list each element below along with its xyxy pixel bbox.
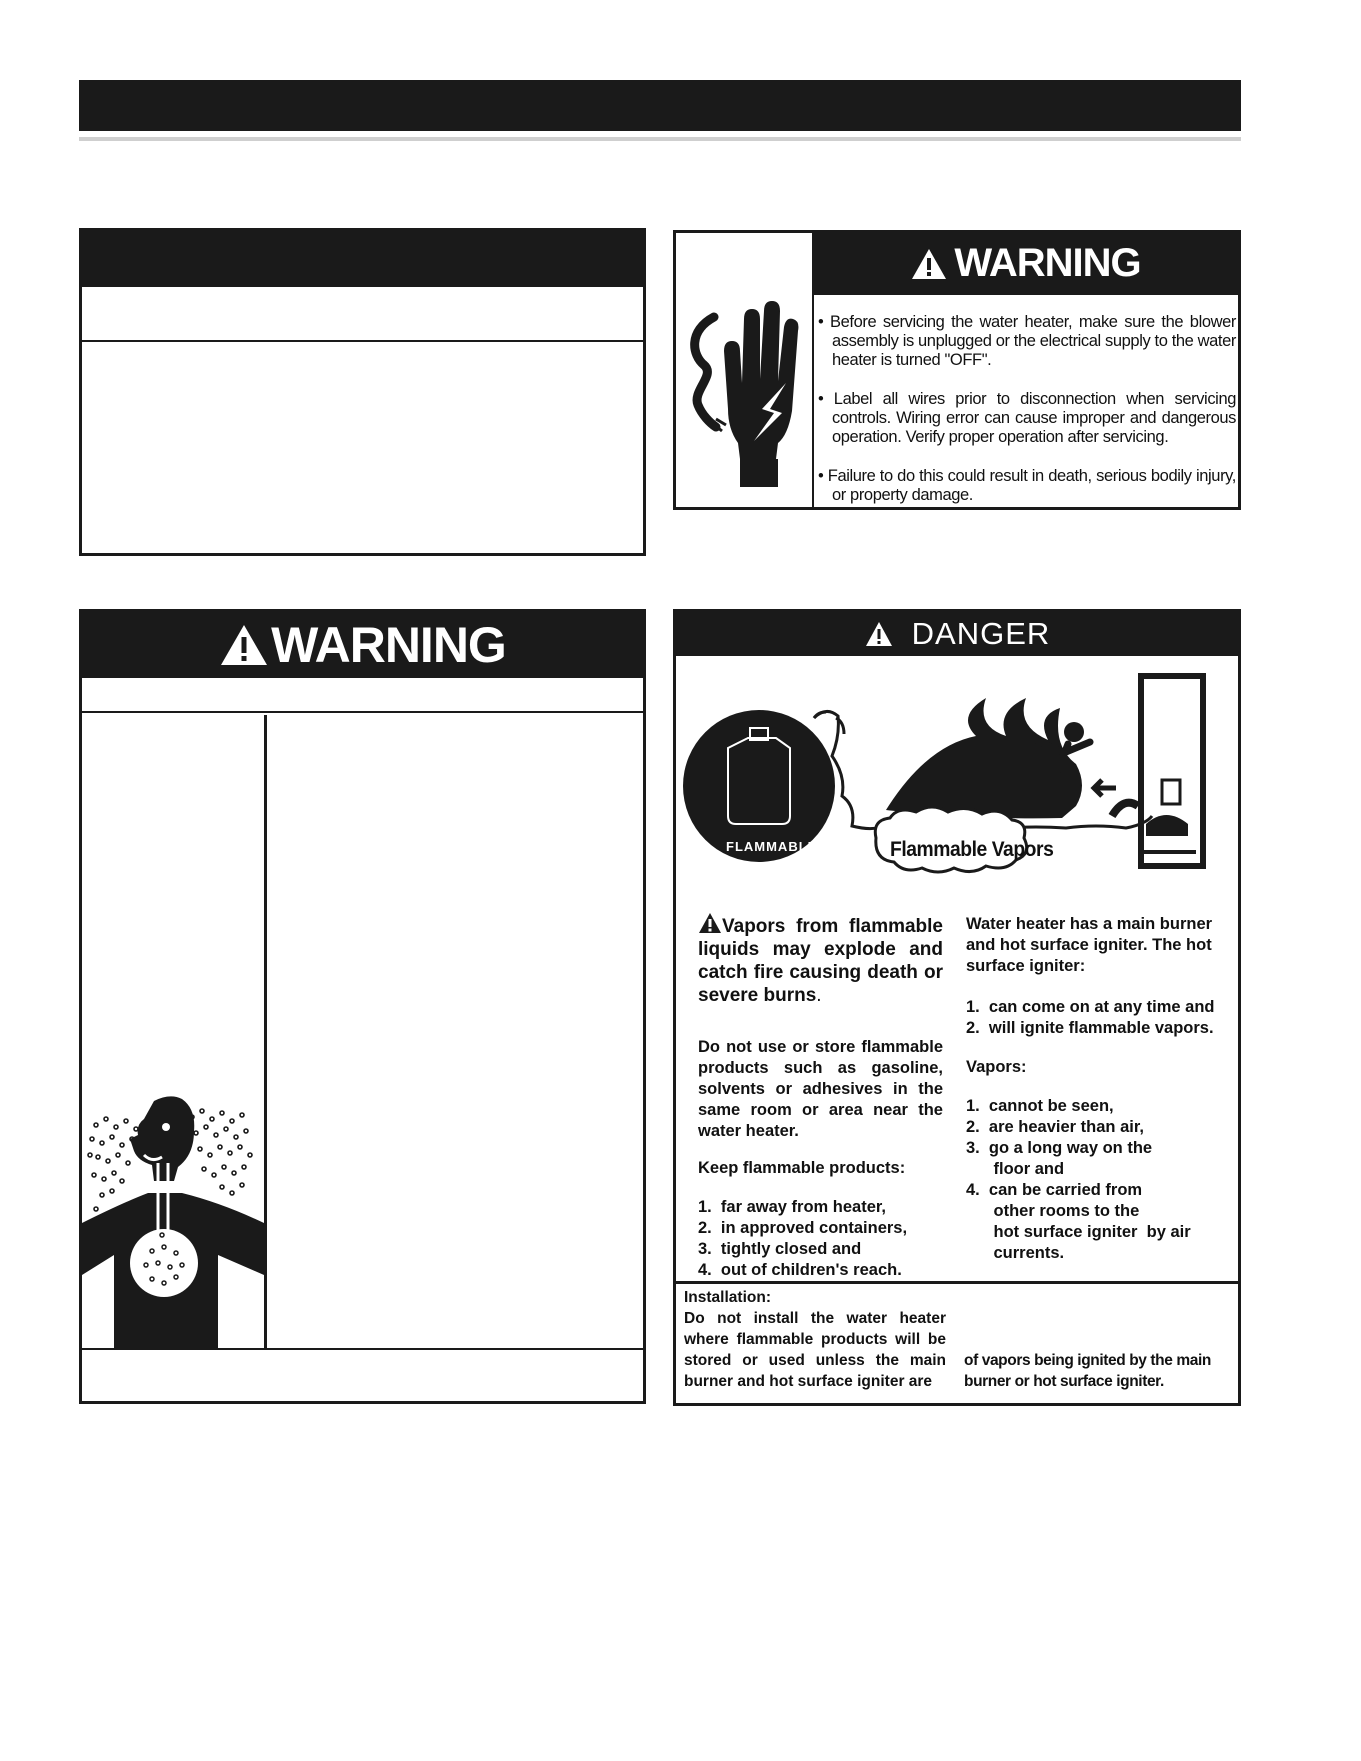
installation-left-text: Do not install the water heater where flammable products will be stored or used unless the main burner and hot surface igniter are bbox=[684, 1310, 946, 1390]
alert-triangle-icon bbox=[698, 912, 722, 934]
breathing-warning-footer-row bbox=[82, 1348, 643, 1350]
header-rule bbox=[79, 137, 1241, 141]
installation-title: Installation: bbox=[684, 1289, 771, 1306]
danger-box bbox=[673, 609, 1241, 1406]
installation-divider bbox=[676, 1281, 1238, 1284]
keep-products-list bbox=[698, 1197, 943, 1281]
vapors-title: Vapors: bbox=[966, 1058, 1027, 1076]
list-item: 2. are heavier than air, bbox=[966, 1118, 1144, 1136]
installation-right-text: of vapors being ignited by the main burner or hot surface igniter. bbox=[964, 1352, 1211, 1390]
list-item: 2. in approved containers, bbox=[698, 1219, 908, 1237]
list-item: 4. can be carried from bbox=[966, 1181, 1143, 1199]
igniter-list bbox=[966, 997, 1236, 1039]
electrical-warning-bullet: • Before servicing the water heater, make sure the blower assembly is unplugged or the electrical supply to the water heater is turned "OFF". bbox=[818, 313, 1236, 369]
electrical-warning-bullet: • Failure to do this could result in death, serious bodily injury, or property damage. bbox=[818, 467, 1236, 504]
breathing-warning-icon-column bbox=[82, 715, 267, 1348]
alert-triangle-icon bbox=[910, 247, 948, 281]
danger-store-paragraph: Do not use or store flammable products such as gasoline, solvents or adhesives in the same room or area near the water heater. bbox=[698, 1038, 943, 1140]
list-item: other rooms to the bbox=[966, 1202, 1140, 1220]
electrical-warning-heading: WARNING bbox=[954, 241, 1141, 285]
list-item: 1. far away from heater, bbox=[698, 1198, 887, 1216]
alert-triangle-icon bbox=[864, 620, 894, 648]
danger-header bbox=[675, 611, 1239, 656]
list-item: 2. will ignite flammable vapors. bbox=[966, 1019, 1214, 1037]
list-item: hot surface igniter by air bbox=[966, 1223, 1191, 1241]
list-item: 4. out of children's reach. bbox=[698, 1261, 902, 1279]
igniter-intro: Water heater has a main burner and hot surface igniter. The hot surface igniter: bbox=[966, 915, 1213, 975]
notice-box-subtitle-row bbox=[82, 286, 643, 342]
danger-heading: DANGER bbox=[911, 615, 1051, 651]
breathing-warning-box bbox=[79, 609, 646, 1404]
breathing-warning-subheading-row bbox=[82, 677, 643, 713]
electrical-warning-body bbox=[818, 313, 1236, 525]
list-item: 3. tightly closed and bbox=[698, 1240, 862, 1258]
danger-left-column bbox=[698, 912, 943, 1281]
list-item: 3. go a long way on the bbox=[966, 1139, 1153, 1157]
breathing-warning-header bbox=[81, 611, 644, 678]
installation-section bbox=[684, 1288, 1234, 1392]
breathing-warning-heading: WARNING bbox=[271, 616, 506, 673]
list-item: currents. bbox=[966, 1244, 1065, 1262]
electrical-warning-bullet: • Label all wires prior to disconnection when servicing controls. Wiring error can cause improper and dangerous operation. Verify proper operation after servicing. bbox=[818, 390, 1236, 446]
danger-right-column bbox=[966, 914, 1236, 1264]
flammable-vapors-label: Flammable Vapors bbox=[890, 838, 1054, 861]
electrical-warning-box bbox=[673, 230, 1241, 510]
alert-triangle-icon bbox=[219, 623, 269, 667]
page-header-bar bbox=[79, 80, 1241, 131]
list-item: 1. can come on at any time and bbox=[966, 998, 1215, 1016]
vapors-list bbox=[966, 1096, 1236, 1264]
keep-products-title: Keep flammable products: bbox=[698, 1159, 906, 1177]
list-item: floor and bbox=[966, 1160, 1065, 1178]
flammable-vapors-illustration bbox=[676, 656, 1238, 896]
danger-headline-text: Vapors from flammable liquids may explode and catch fire causing death or severe burns bbox=[698, 916, 943, 1006]
danger-headline-period: . bbox=[816, 985, 822, 1006]
danger-headline bbox=[698, 912, 943, 1007]
flammable-can-label: FLAMMABLE bbox=[726, 839, 818, 854]
list-item: 1. cannot be seen, bbox=[966, 1097, 1114, 1115]
inhalation-hazard-person-icon bbox=[82, 715, 264, 1348]
notice-box-header bbox=[81, 230, 644, 287]
electric-shock-hand-icon bbox=[676, 233, 814, 507]
notice-box bbox=[79, 228, 646, 556]
electrical-warning-header bbox=[812, 232, 1239, 295]
